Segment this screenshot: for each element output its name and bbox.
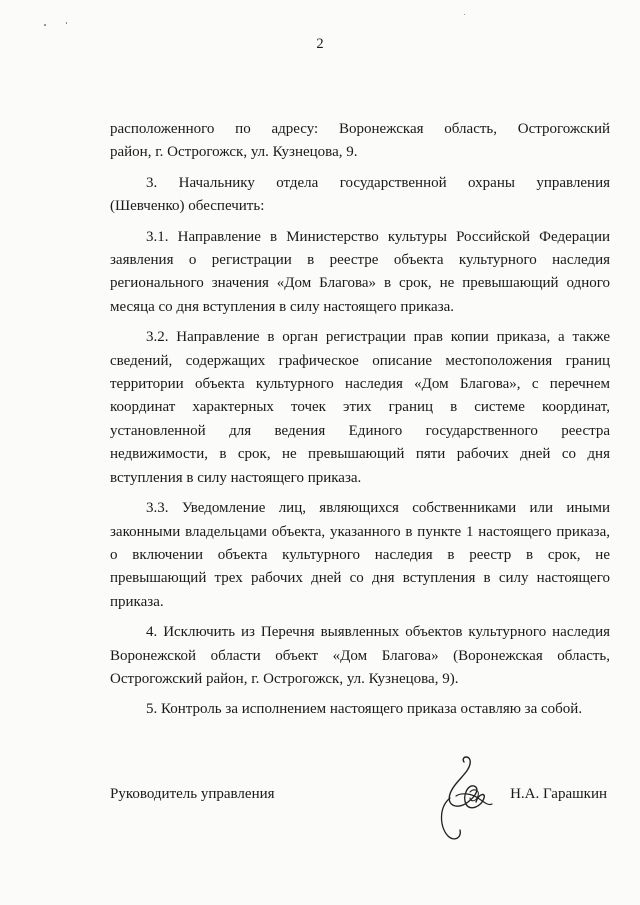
text-line: вступления в силу настоящего приказа. [110,469,362,486]
text-line: сведений, содержащих графическое описание местоположения границ [110,352,610,369]
text-line: превышающий трех рабочих дней со дня вступления в силу настоящего [110,570,610,587]
text-line: район, г. Острогожск, ул. Кузнецова, 9. [110,144,358,161]
scan-speck [44,24,46,26]
text-line: месяца со дня вступления в силу настоящего приказа. [110,298,455,315]
paragraph-item-3-3 [110,497,610,614]
text-line: 3.3. Уведомление лиц, являющихся собственниками или иными [146,500,610,517]
text-line: недвижимости, в срок, не превышающий пяти рабочих дней со дня [110,446,610,463]
text-line: 3.1. Направление в Министерство культуры Российской Федерации [146,228,610,245]
text-line: (Шевченко) обеспечить: [110,198,265,215]
paragraph-item-3-1 [110,226,610,320]
signatory-name: Н.А. Гарашкин [510,786,607,802]
text-line: 4. Исключить из Перечня выявленных объектов культурного наследия [146,624,610,641]
paragraph-item-3 [110,172,610,219]
text-line: о включении объекта культурного наследия в реестр в срок, не [110,546,610,563]
paragraph-item-5 [110,698,610,721]
text-line: заявления о регистрации в реестре объекта культурного наследия [110,252,610,269]
text-line: координат характерных точек этих границ в системе координат, [110,399,610,416]
text-line: Воронежской области объект «Дом Благова» (Воронежская область, [110,647,610,664]
handwritten-signature [432,752,502,844]
text-line: законными владельцами объекта, указанного в пункте 1 настоящего приказа, [110,523,610,540]
text-line: расположенного по адресу: Воронежская область, Острогожский [110,121,610,137]
scan-speck [66,22,67,24]
text-line: Острогожский район, г. Острогожск, ул. Кузнецова, 9). [110,670,459,687]
paragraph-item-3-2 [110,326,610,490]
text-line: приказа. [110,593,164,610]
text-line: 5. Контроль за исполнением настоящего приказа оставляю за собой. [146,701,583,718]
scan-speck [464,14,465,15]
document-body [110,118,610,722]
text-line: установленной для ведения Единого государственного реестра [110,422,610,439]
text-line: территории объекта культурного наследия «Дом Благова», с перечнем [110,376,610,393]
text-line: 3. Начальнику отдела государственной охраны управления [146,174,610,191]
paragraph-item-4 [110,621,610,691]
text-line: 3.2. Направление в орган регистрации прав копии приказа, а также [146,329,610,346]
signatory-title: Руководитель управления [110,786,275,802]
paragraph-continuation [110,118,610,165]
page-number: 2 [316,36,324,52]
text-line: регионального значения «Дом Благова» в срок, не превышающий одного [110,275,610,292]
